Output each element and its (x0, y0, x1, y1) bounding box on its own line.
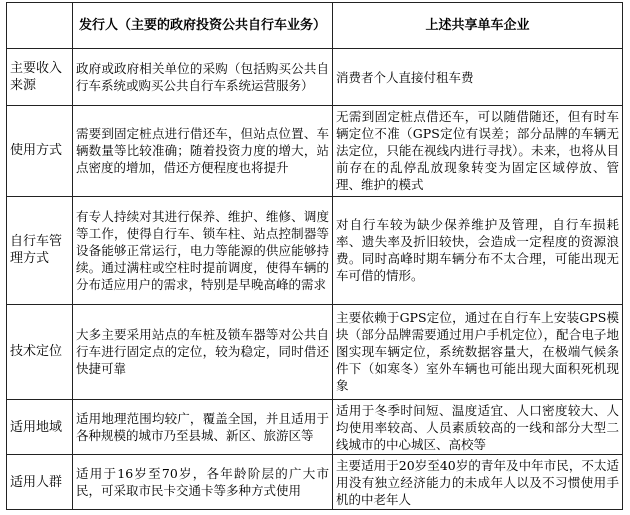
comparison-table-container (6, 2, 622, 510)
table-row (7, 455, 623, 510)
government-cell: 需要到固定桩点进行借还车，但站点位置、车辆数量等比较准确；随着投资力度的增大，站点密度的增加，借还方便程度也将提升 (73, 106, 333, 197)
header-shared-bike: 上述共享单车企业 (333, 3, 623, 49)
shared-bike-cell: 对自行车较为缺少保养维护及管理，自行车损耗率、遗失率及折旧较快，会造成一定程度的资源浪费。同时高峰时期车辆分布不太合理，可能出现无车可借的情形。 (333, 196, 623, 304)
table-row (7, 49, 623, 106)
government-cell: 有专人持续对其进行保养、维护、维修、调度等工作，使得自行车、锁车柱、站点控制器等设备能够正常运行，电力等能源的供应能够持续。通过满柱或空柱时提前调度，使得车辆的分布适应用户的需求，特别是早晚高峰的需求 (73, 196, 333, 304)
shared-bike-cell: 无需到固定桩点借还车，可以随借随还，但有时车辆定位不准（GPS定位有误差；部分品牌的车辆无法定位，只能在视线内进行寻找）。未来，也将从目前存在的乱停乱放现象转变为固定区域停放、管理、维护的模式 (333, 106, 623, 197)
table-row (7, 304, 623, 399)
table-row (7, 399, 623, 455)
shared-bike-cell: 主要适用于20岁至40岁的青年及中年市民，不太适用没有独立经济能力的未成年人以及不习惯使用手机的中老年人 (333, 455, 623, 510)
row-label: 技术定位 (7, 304, 73, 399)
government-cell: 大多主要采用站点的车桩及锁车器等对公共自行车进行固定点的定位，较为稳定，同时借还快捷可靠 (73, 304, 333, 399)
row-label: 主要收入来源 (7, 49, 73, 106)
row-label: 适用人群 (7, 455, 73, 510)
comparison-table (6, 2, 623, 510)
government-cell: 适用地理范围均较广，覆盖全国，并且适用于各种规模的城市乃至县城、新区、旅游区等 (73, 399, 333, 455)
header-government-issuer: 发行人（主要的政府投资公共自行车业务） (73, 3, 333, 49)
table-header-row (7, 3, 623, 49)
shared-bike-cell: 适用于冬季时间短、温度适宜、人口密度较大、人均使用率较高、人员素质较高的一线和部分大型二线城市的中心城区、高校等 (333, 399, 623, 455)
shared-bike-cell: 消费者个人直接付租车费 (333, 49, 623, 106)
header-corner (7, 3, 73, 49)
row-label: 自行车管理方式 (7, 196, 73, 304)
table-row (7, 196, 623, 304)
table-row (7, 106, 623, 197)
government-cell: 政府或政府相关单位的采购（包括购买公共自行车系统或购买公共自行车系统运营服务） (73, 49, 333, 106)
row-label: 使用方式 (7, 106, 73, 197)
shared-bike-cell: 主要依赖于GPS定位，通过在自行车上安装GPS模块（部分品牌需要通过用户手机定位），配合电子地图实现车辆定位，系统数据容量大，在极端气候条件下（如寒冬）室外车辆也可能出现大面积死机现象 (333, 304, 623, 399)
row-label: 适用地域 (7, 399, 73, 455)
government-cell: 适用于16岁至70岁，各年龄阶层的广大市民，可采取市民卡交通卡等多种方式使用 (73, 455, 333, 510)
